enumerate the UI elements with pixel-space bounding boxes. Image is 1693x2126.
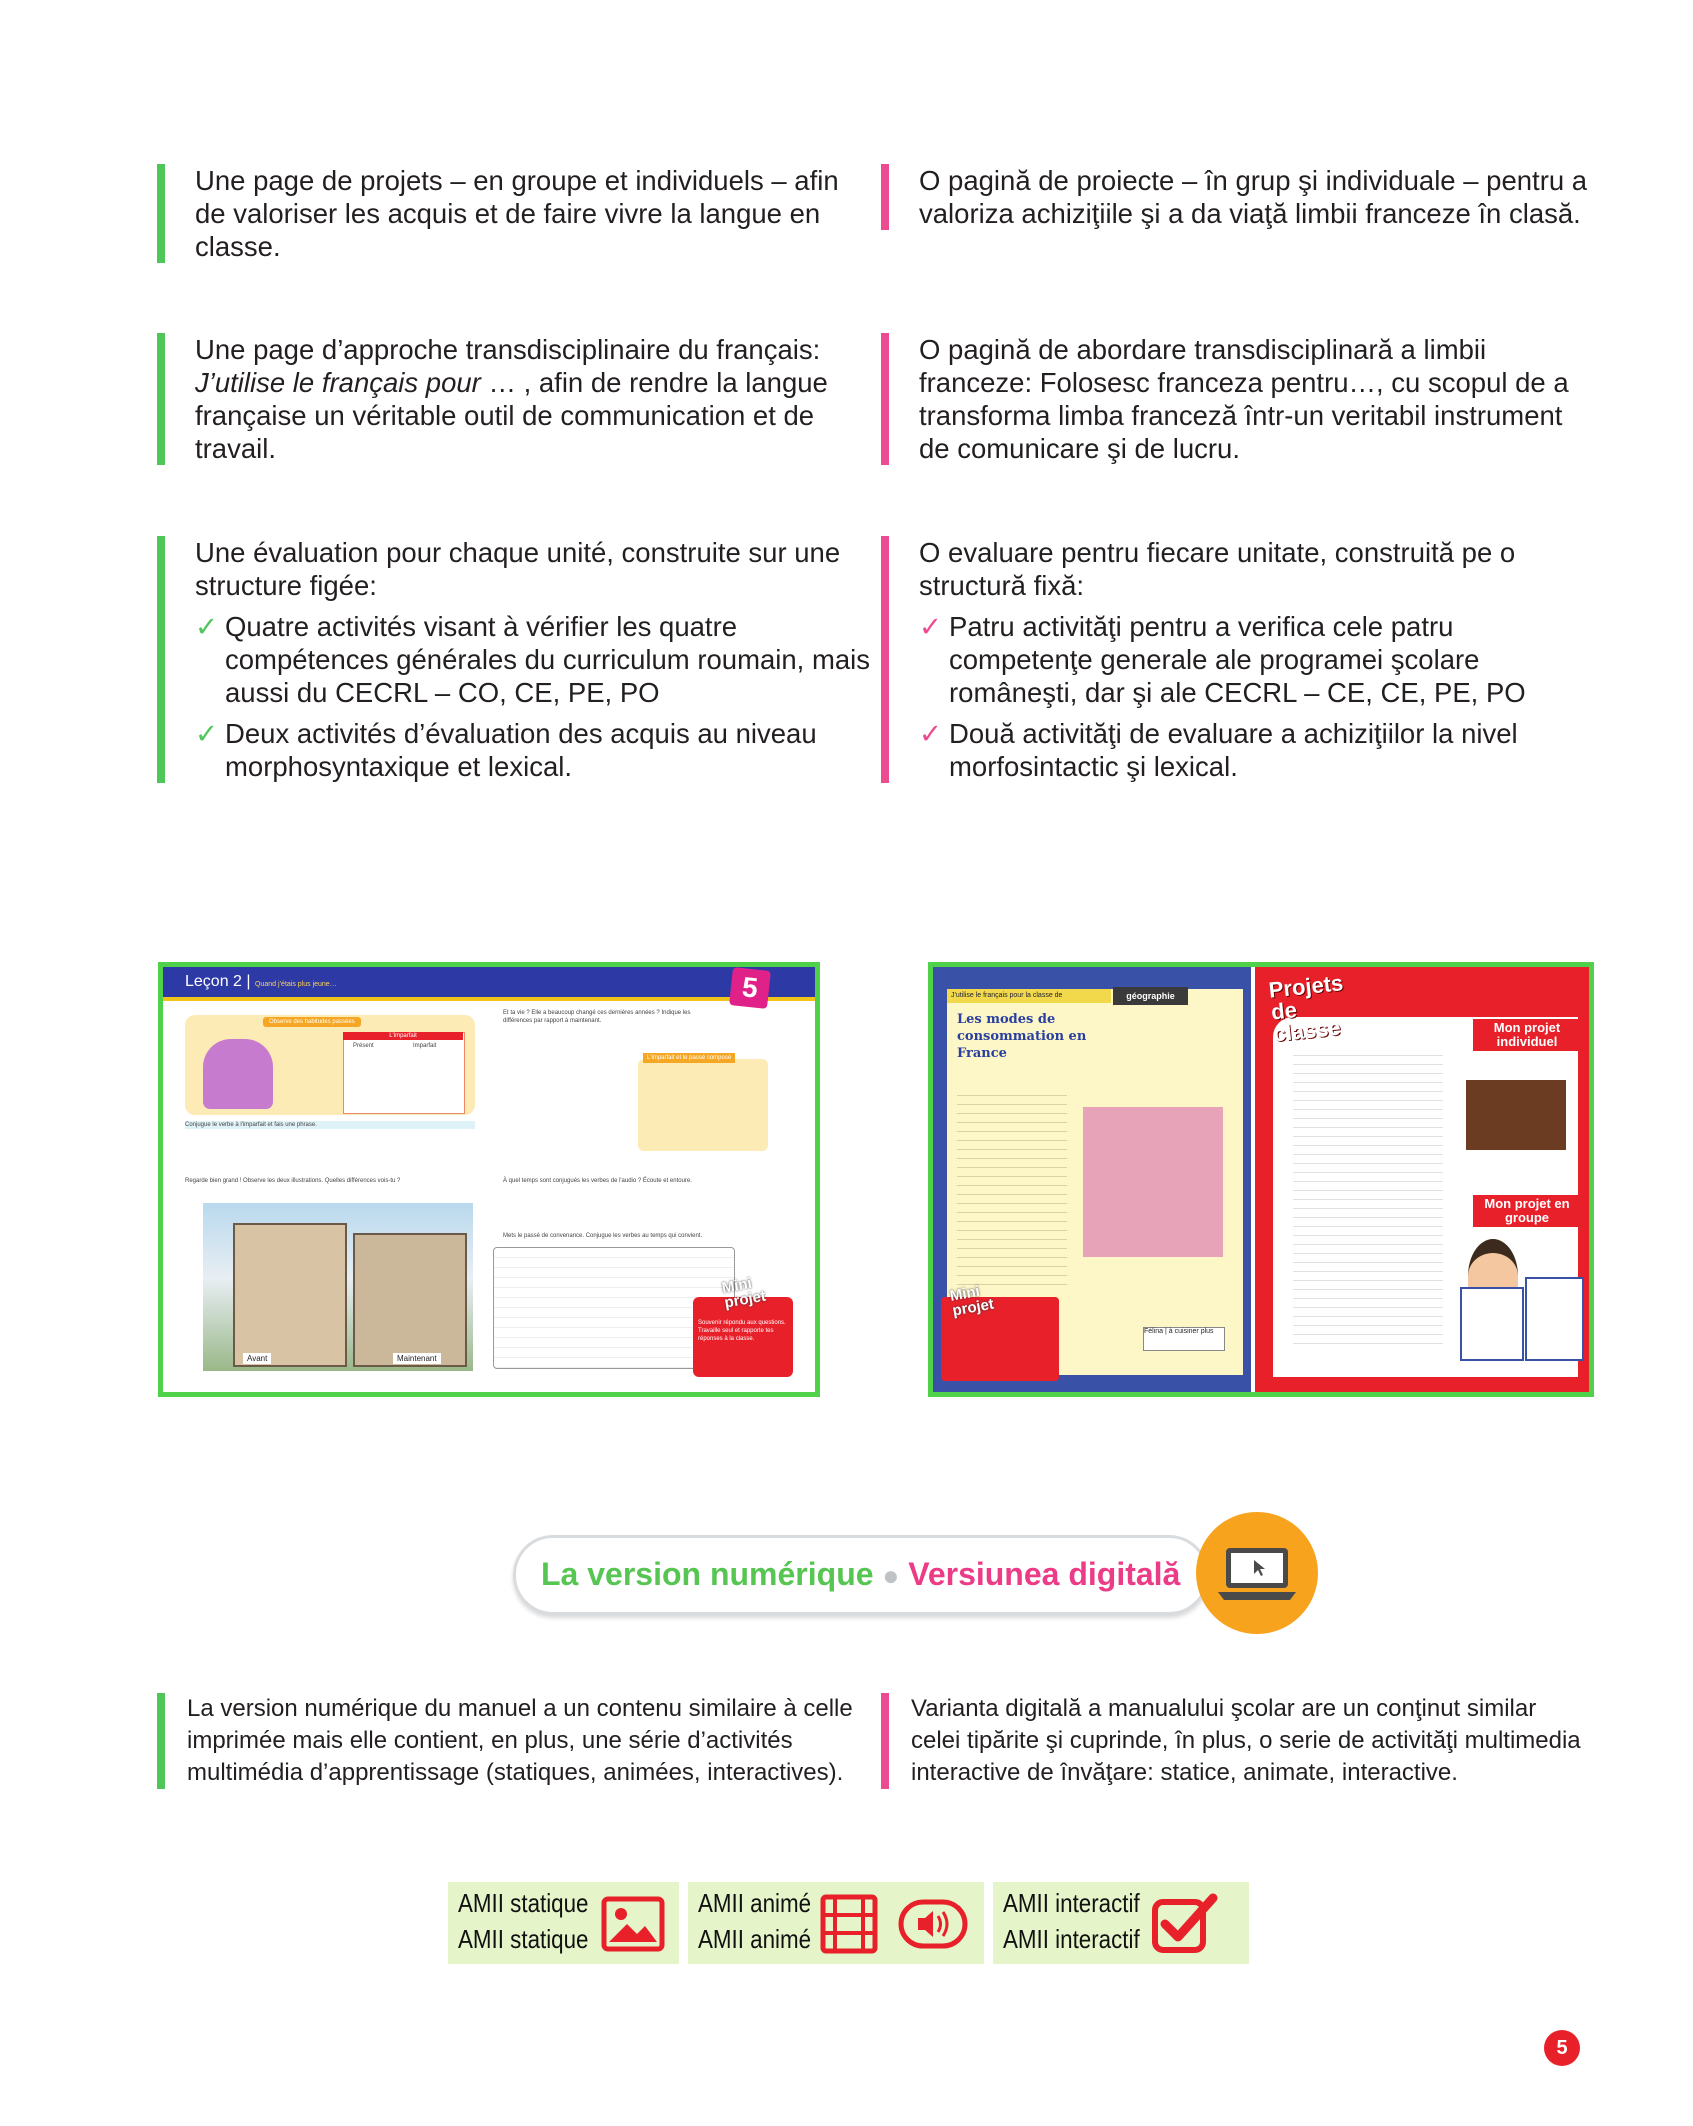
dot-icon: ● [882,1560,900,1591]
observe-box-title: Observe des habitudes passées [263,1017,361,1027]
house-right [353,1233,467,1367]
transdisciplinary-ro [881,333,1599,465]
amii-static-label: AMII statique [458,1888,589,1918]
digital-ro-text: Varianta digitală a manualului şcolar are un conţinut similar celei tipărite şi cuprinde, în plus, o serie de activităţi multimedia interactive de învăţare: statice, animate, interactive. [911,1695,1581,1786]
geo-cue-box: Félina | à cuisiner plus [1143,1327,1225,1351]
kids-illustration [203,1039,273,1109]
amii-interactive-label: AMII interactif [1003,1888,1140,1918]
digital-ro [881,1693,1591,1789]
unit-badge: 5 [729,967,771,1009]
question-2: Et ta vie ? Elle a beaucoup changé ces dernières années ? Indique les différences par rapport à maintenant. [503,1010,691,1024]
amii-interactive [993,1882,1249,1964]
textbook-spread-projects [928,962,1594,1397]
check-icon: ✓ [195,611,219,642]
evaluation-fr-item: ✓ Quatre activités visant à vérifier les quatre compétences générales du curriculum roumain, mais aussi du CECRL – CO, CE, PE, PO [195,611,871,708]
evaluation-fr-item: ✓ Deux activités d’évaluation des acquis au niveau morphosyntaxique et lexical. [195,718,817,782]
evaluation-ro-item: ✓ Patru activităţi pentru a verifica cele patru competenţe generale ale programei şcolare româneşti, dar şi ale CECRL – CE, CE, PE, PO [919,611,1526,708]
digital-banner [513,1535,1209,1615]
group-photo-box [1525,1277,1584,1361]
mini-projet-label: Mini projet [720,1274,768,1312]
projects-ro-text: O pagină de proiecte – în grup şi individuale – pentru a valoriza achiziţiile şi a da viaţă limbii franceze în clasă. [919,165,1588,229]
label-now: Maintenant [393,1353,441,1364]
digital-fr [157,1693,867,1789]
imparfait-box-title: L'imparfait et le passé composé [643,1053,735,1063]
evaluation-ro-intro: O evaluare pentru fiecare unitate, construită pe o structură fixă: [919,537,1516,601]
food-photo [1463,1077,1569,1153]
mini-projet-text: Souvenir répondu aux questions. Travaille seul et rapporte tes réponses à la classe. [698,1320,786,1342]
evaluation-ro-item: ✓ Două activităţi de evaluare a achiziţiilor la nivel morfosintactic şi lexical. [919,718,1518,782]
table-col-imparfait: Imparfait [413,1043,437,1049]
textbook-spread-lesson [158,962,820,1397]
amii-static [448,1882,679,1964]
geo-subject: géographie [1113,987,1188,1005]
check-icon: ✓ [919,611,943,642]
speaker-icon [898,1899,968,1949]
imparfait-box [638,1059,768,1151]
film-icon [820,1894,878,1954]
question-1: Regarde bien grand ! Observe les deux illustrations. Quelles différences vois-tu ? [185,1178,401,1184]
geo-text-column [957,1087,1067,1287]
digital-fr-text: La version numérique du manuel a un contenu similaire à celle imprimée mais elle contient, en plus, une série d’activités multimédia d’apprentissage (statiques, animées, interactives). [187,1695,853,1786]
lesson-title: Leçon 2 | Quand j’étais plus jeune… [185,973,337,990]
group-list-box [1460,1287,1524,1361]
lesson-header-accent [163,997,815,1001]
geo-title: Les modes de consommation en France [957,1012,1087,1061]
banner-title-fr: La version numérique [541,1556,874,1592]
evaluation-fr [157,536,875,783]
evaluation-ro [881,536,1599,783]
amii-animated-label: AMII animé [698,1888,812,1918]
transdisciplinary-fr-text: Une page d’approche transdisciplinaire du français: J’utilise le français pour … , afin de rendre la langue française un véritable outil de communication et de travail. [195,334,828,464]
projects-fr [157,164,875,263]
exercise-title: Conjugue le verbe à l'imparfait et fais une phrase. [185,1121,475,1129]
page-number: 5 [1544,2030,1580,2066]
group-project-label: Mon projet en groupe [1473,1195,1581,1227]
amii-static-label: AMII statique [458,1924,589,1954]
imparfait-table-head: L'imparfait [343,1032,463,1040]
projects-ro [881,164,1599,230]
banner-title-ro: Versiunea digitală [908,1556,1181,1592]
individual-project-label: Mon projet individuel [1473,1019,1581,1051]
geo-mini-label: Mini projet [948,1282,996,1320]
label-before: Avant [243,1353,271,1364]
projects-text-column [1293,1047,1443,1347]
transdisciplinary-ro-text: O pagină de abordare transdisciplinară a limbii franceze: Folosesc franceza pentru…, cu scopul de a transforma limba franceză într-un veritabil instrument de comunicare şi de lucru. [919,334,1569,464]
image-icon [601,1896,665,1952]
table-col-present: Présent [353,1043,374,1049]
france-map [1083,1107,1223,1257]
house-building [233,1223,347,1367]
projects-title: Projets de classe [1267,970,1345,1047]
banner-title [541,1556,1180,1593]
check-icon: ✓ [195,718,219,749]
amii-interactive-label: AMII interactif [1003,1924,1140,1954]
projects-fr-text: Une page de projets – en groupe et individuels – afin de valoriser les acquis et de faire vivre la langue en classe. [195,165,839,262]
evaluation-fr-intro: Une évaluation pour chaque unité, construite sur une structure figée: [195,537,841,601]
laptop-icon [1196,1512,1318,1634]
amii-animated-label: AMII animé [698,1924,812,1954]
amii-animated [688,1882,984,1964]
house-illustration [203,1203,473,1371]
transdisciplinary-fr [157,333,875,465]
question-3: À quel temps sont conjugués les verbes de l'audio ? Écoute et entoure. [503,1178,692,1184]
geo-tab: J'utilise le français pour la classe de [947,989,1111,1003]
question-4: Mets le passé de convenance. Conjugue les verbes au temps qui convient. [503,1233,703,1239]
checkbox-icon [1151,1890,1221,1954]
check-icon: ✓ [919,718,943,749]
